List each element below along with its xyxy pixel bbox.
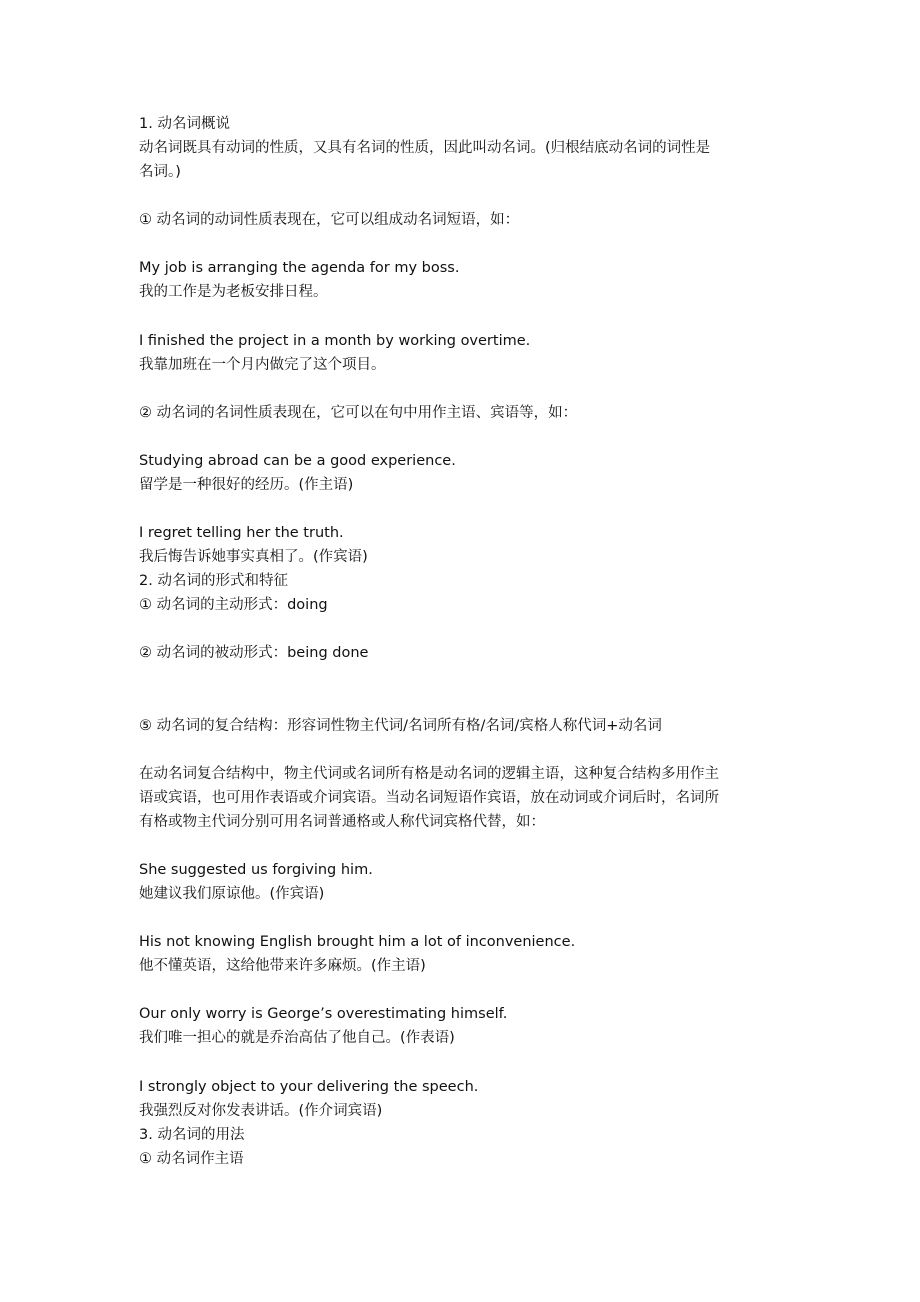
blank-line xyxy=(139,738,799,762)
blank-line xyxy=(139,690,799,714)
blank-line xyxy=(139,978,799,1002)
blank-line xyxy=(139,377,799,401)
text-line: 我后悔告诉她事实真相了。(作宾语) xyxy=(139,549,368,566)
text-line: 她建议我们原谅他。(作宾语) xyxy=(139,886,325,902)
text-line: 我靠加班在一个月内做完了这个项目。 xyxy=(139,356,386,373)
text-line: She suggested us forgiving him. xyxy=(139,861,373,878)
text-line: I finished the project in a month by working overtime. xyxy=(139,332,531,349)
text-line: 我们唯一担心的就是乔治高估了他自己。(作表语) xyxy=(139,1030,455,1047)
text-line: 留学是一种很好的经历。(作主语) xyxy=(139,476,354,493)
text-line: 语或宾语，也可用作表语或介词宾语。当动名词短语作宾语，放在动词或介词后时，名词所 xyxy=(139,789,719,806)
blank-line xyxy=(139,305,799,329)
text-line: ① 动名词的主动形式：doing xyxy=(139,597,328,614)
text-line: 在动名词复合结构中，物主代词或名词所有格是动名词的逻辑主语，这种复合结构多用作主 xyxy=(139,765,719,782)
blank-line xyxy=(139,906,799,930)
text-line: 名词。) xyxy=(139,164,181,181)
text-line: My job is arranging the agenda for my boss. xyxy=(139,260,460,277)
text-line: 有格或物主代词分别可用名词普通格或人称代词宾格代替，如： xyxy=(139,813,545,830)
text-line: 动名词既具有动词的性质，又具有名词的性质，因此叫动名词。(归根结底动名词的词性是 xyxy=(139,140,711,157)
blank-line xyxy=(139,497,799,521)
text-line: Our only worry is George’s overestimating himself. xyxy=(139,1006,508,1023)
text-line: 2. 动名词的形式和特征 xyxy=(139,573,288,590)
blank-line xyxy=(139,184,799,208)
text-line: 他不懂英语，这给他带来许多麻烦。(作主语) xyxy=(139,958,426,975)
text-line: I strongly object to your delivering the speech. xyxy=(139,1078,479,1095)
text-line: ① 动名词的动词性质表现在，它可以组成动名词短语，如： xyxy=(139,212,520,229)
text-line: 我的工作是为老板安排日程。 xyxy=(139,284,328,301)
blank-line xyxy=(139,232,799,256)
text-line: ② 动名词的名词性质表现在，它可以在句中用作主语、宾语等，如： xyxy=(139,404,578,421)
blank-line xyxy=(139,665,799,689)
text-line: 我强烈反对你发表讲话。(作介词宾语) xyxy=(139,1102,383,1119)
text-line: 1. 动名词概说 xyxy=(139,116,230,132)
text-line: ② 动名词的被动形式：being done xyxy=(139,645,369,662)
text-line: His not knowing English brought him a lot of inconvenience. xyxy=(139,934,576,951)
blank-line xyxy=(139,425,799,449)
blank-line xyxy=(139,1050,799,1074)
text-line: ① 动名词作主语 xyxy=(139,1150,244,1167)
blank-line xyxy=(139,617,799,641)
text-line: 3. 动名词的用法 xyxy=(139,1126,245,1143)
text-line: Studying abroad can be a good experience. xyxy=(139,452,456,469)
text-line: ⑤ 动名词的复合结构：形容词性物主代词/名词所有格/名词/宾格人称代词+动名词 xyxy=(139,717,662,734)
document-body xyxy=(139,112,799,1171)
text-line: I regret telling her the truth. xyxy=(139,525,344,542)
blank-line xyxy=(139,834,799,858)
